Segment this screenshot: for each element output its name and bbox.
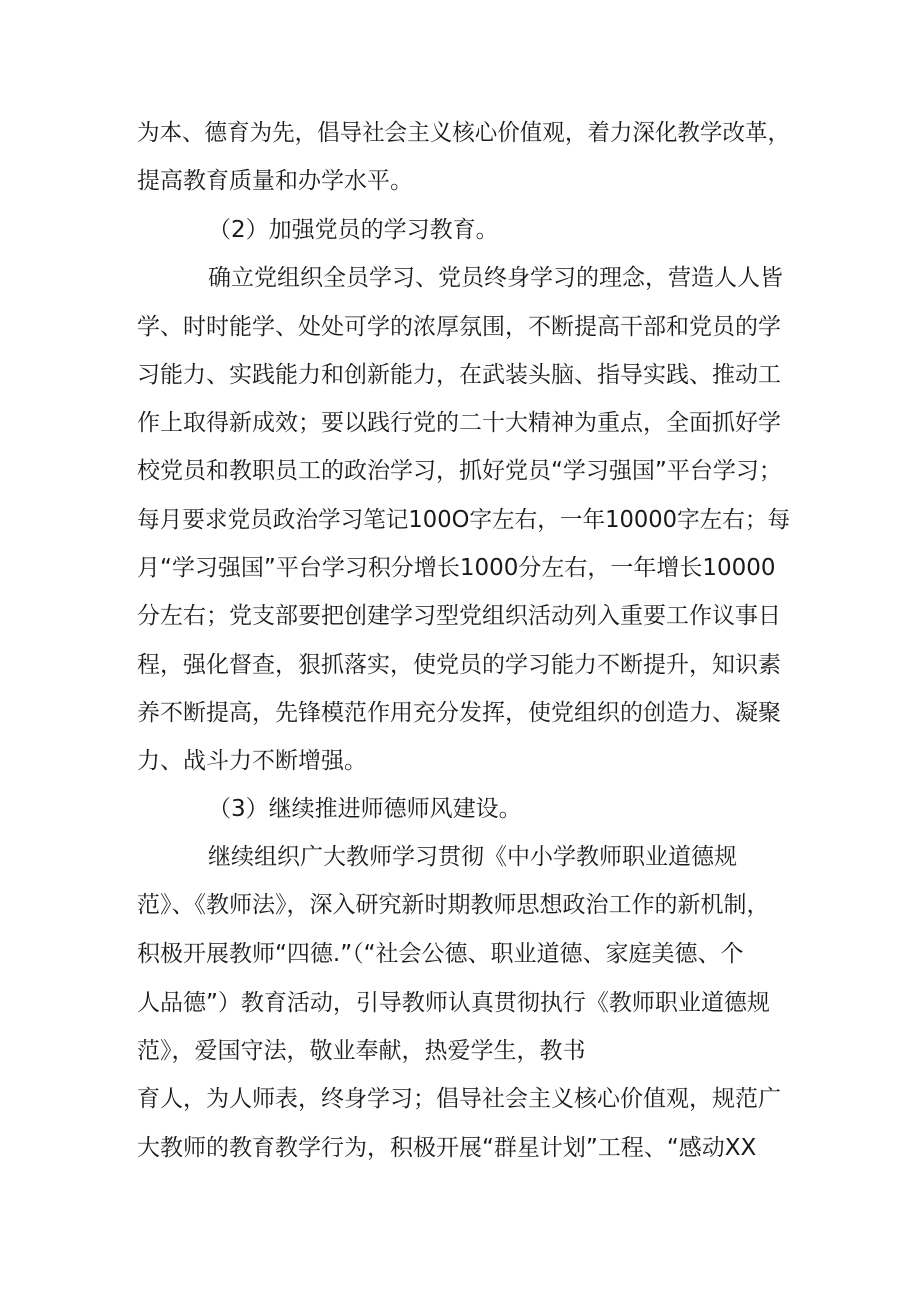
paragraph-line: 校党员和教职员工的政治学习，抓好党员“学习强国”平台学习； xyxy=(137,458,782,484)
paragraph-line: 范》、《教师法》，深入研究新时期教师思想政治工作的新机制， xyxy=(137,892,770,918)
paragraph-line: 每月要求党员政治学习笔记100O字左右，一年10000字左右；每 xyxy=(137,507,791,533)
paragraph-line: 学、时时能学、处处可学的浓厚氛围，不断提高干部和党员的学 xyxy=(137,314,781,340)
paragraph-line: 提高教育质量和办学水平。 xyxy=(137,168,413,194)
paragraph-line: 作上取得新成效；要以践行党的二十大精神为重点，全面抓好学 xyxy=(137,410,781,436)
paragraph-line: 养不断提高，先锋模范作用充分发挥，使党组织的创造力、凝聚 xyxy=(137,700,781,726)
paragraph-line: 月“学习强国”平台学习积分增长1000分左右，一年增长10000 xyxy=(137,555,776,581)
section-heading-3: （3）继续推进师德师风建设。 xyxy=(208,796,522,822)
paragraph-line: 育人，为人师表，终身学习；倡导社会主义核心价值观，规范广 xyxy=(137,1086,781,1112)
paragraph-line: 分左右；党支部要把创建学习型党组织活动列入重要工作议事日 xyxy=(137,603,781,629)
paragraph-line: 程，强化督查，狠抓落实，使党员的学习能力不断提升，知识素 xyxy=(137,652,781,678)
section-heading-2: （2）加强党员的学习教育。 xyxy=(208,217,499,243)
paragraph-line: 力、战斗力不断增强。 xyxy=(137,748,367,774)
paragraph-line: 大教师的教育教学行为，积极开展“群星计划”工程、“感动XX xyxy=(137,1135,757,1161)
paragraph-line: 人品德”）教育活动，引导教师认真贯彻执行《教师职业道德规 xyxy=(137,990,770,1016)
paragraph-line: 范》，爱国守法，敬业奉献，热爱学生，教书 xyxy=(137,1038,586,1064)
paragraph-line: 积极开展教师“四德.”（“社会公德、职业道德、家庭美德、个 xyxy=(137,941,744,967)
paragraph-line: 为本、德育为先，倡导社会主义核心价值观，着力深化教学改革， xyxy=(137,120,790,146)
paragraph-line: 确立党组织全员学习、党员终身学习的理念，营造人人皆 xyxy=(208,265,783,291)
paragraph-line: 习能力、实践能力和创新能力，在武装头脑、指导实践、推动工 xyxy=(137,362,781,388)
paragraph-line: 继续组织广大教师学习贯彻《中小学教师职业道德规 xyxy=(208,844,737,870)
